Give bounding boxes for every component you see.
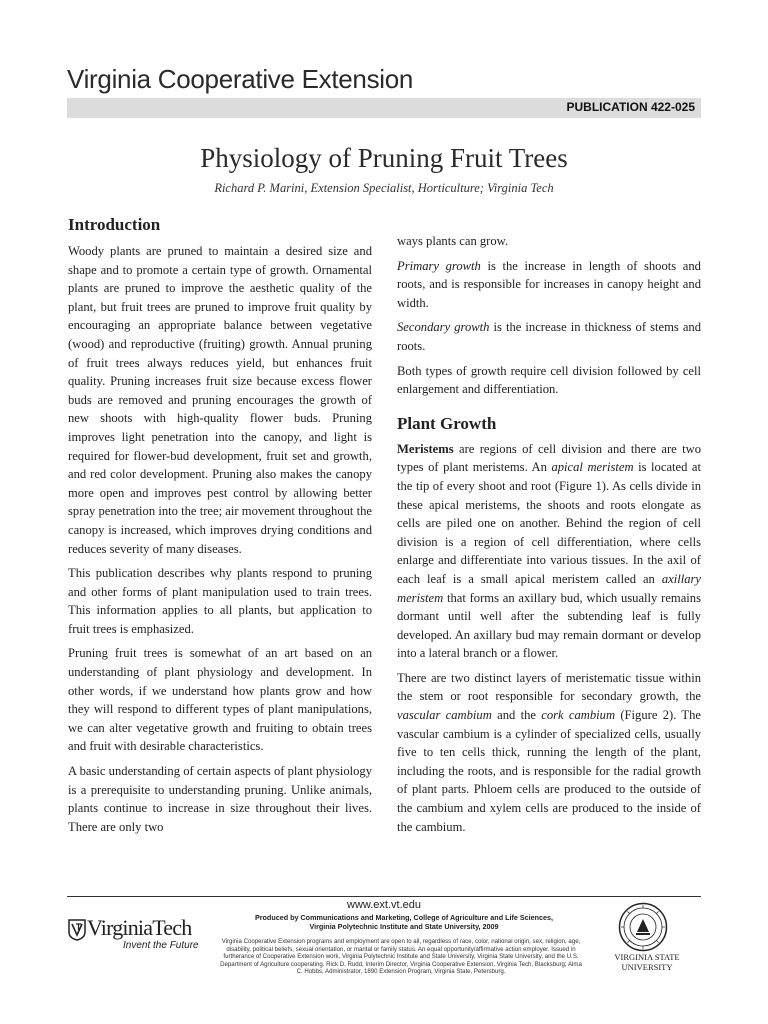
virginia-tech-logo	[67, 915, 217, 955]
secondary-growth-term: Secondary growth	[397, 320, 490, 335]
publication-number: PUBLICATION 422-025	[566, 100, 695, 114]
virginia-tech-wordmark: VirginiaTech	[87, 915, 192, 940]
intro-paragraph-4: A basic understanding of certain aspects of plant physiology is a prerequisite to understanding pruning. Unlike animals, plants continue to increase in size throughout their lives. There are only two	[68, 764, 372, 834]
intro-paragraph-1: Woody plants are pruned to maintain a desired size and shape and to promote a certain type of growth. Ornamental plants are pruned to improve the aesthetic quality of the plant, but fruit trees are pruned to improve fruit quality by encouraging an appropriate balance between vegetative (wood) and reproductive (fruiting) growth. Annual pruning of fruit trees always reduces yield, but enhances fruit quality. Pruning increases fruit size because excess flower buds are removed and pruning encourages the growth of new shoots with high-quality flower buds. Pruning improves light penetration into the canopy, and light is required for flower-bud development, fruit set and growth, and red color development. Pruning also makes the canopy more open and improves pest control by allowing better spray penetration into the tree; air movement throughout the canopy is increased, which improves drying conditions and reduces severity of many diseases.	[68, 244, 372, 556]
apical-meristem-term: apical meristem	[551, 460, 634, 475]
virginia-tech-logo-icon	[67, 919, 87, 941]
secondary-growth-paragraph	[397, 318, 701, 355]
axillary-meristem-term: axillary meristem	[397, 571, 701, 605]
cork-cambium-term: cork cambium	[541, 708, 616, 723]
vsu-seal-icon	[618, 902, 668, 952]
author-byline: Richard P. Marini, Extension Specialist, Horticulture; Virginia Tech	[214, 181, 554, 195]
vascular-cambium-term: vascular cambium	[397, 708, 492, 723]
continued-paragraph: ways plants can grow.	[397, 234, 509, 248]
footer-produced-by	[228, 913, 580, 931]
left-column	[68, 214, 372, 842]
meristems-text-c: that forms an axillary bud, which usually remains dormant until well after the subtending leaf is fully developed. An axillary bud may remain dormant or develop into a lateral branch or a flower.	[397, 590, 701, 661]
intro-paragraph-3: Pruning fruit trees is somewhat of an art based on an understanding of plant physiology and development. In other words, if we understand how plants grow and how they will respond to different types of plant manipulations, we can alter vegetative growth and fruiting to obtain trees and fruit with desirable characteristics.	[68, 646, 372, 754]
footer-url[interactable]: www.ext.vt.edu	[347, 899, 421, 911]
meristems-text-b: is located at the tip of every shoot and root (Figure 1). As cells divide in these apical meristems, the shoots and roots elongate as cells are piled one on another. Behind the region of cell division is a region of cell differentiation, where cells enlarge and differentiate into various tissues. In the axil of each leaf is a small apical meristem called an	[397, 460, 702, 586]
virginia-tech-tagline: Invent the Future	[123, 940, 199, 951]
virginia-state-university-name: VIRGINIA STATE UNIVERSITY	[614, 952, 680, 972]
primary-growth-paragraph	[397, 257, 701, 313]
meristems-term: Meristems	[397, 441, 454, 456]
introduction-heading: Introduction	[68, 215, 161, 234]
right-column	[397, 232, 701, 842]
footer-disclaimer: Virginia Cooperative Extension programs and employment are open to all, regardless of race, color, national origin, sex, religion, age, disability, political beliefs, sexual orientation, or marital or family status. An equal opportunity/affirmative action employer. Issued in furtherance of Cooperative Extension work, Virginia Polytechnic Institute and State University, Virginia State University, and the U.S. Department of Agriculture cooperating. Rick D. Rudd, Interim Director, Virginia Cooperative Extension, Virginia Tech, Blacksburg; Alma C. Hobbs, Administrator, 1890 Extension Program, Virginia State, Petersburg.	[220, 938, 582, 976]
footer-divider	[67, 896, 701, 897]
layers-text-a: There are two distinct layers of meristematic tissue within the stem or root responsible for secondary growth, the	[397, 670, 701, 704]
layers-and: and the	[491, 708, 542, 723]
primary-growth-term: Primary growth	[397, 258, 481, 273]
plant-growth-heading: Plant Growth	[397, 413, 497, 433]
primary-growth-text: is the increase in length of shoots and roots, and is responsible for increases in canopy height and width.	[397, 258, 701, 310]
publication-bar	[67, 98, 701, 118]
meristems-paragraph	[397, 440, 701, 663]
intro-paragraph-2: This publication describes why plants respond to pruning and other forms of plant manipulation used to train trees. This information applies to all plants, but application to fruit trees is emphasized.	[68, 566, 372, 636]
layers-text-b: (Figure 2). The vascular cambium is a cylinder of specialized cells, usually five to ten cells thick, running the length of the plant, including the roots, and is responsible for the radial growth of plant parts. Phloem cells are produced to the outside of the cambium and xylem cells are produced to the inside of the cambium.	[397, 708, 701, 834]
meristems-text-a: are regions of cell division and there are two types of plant meristems. An	[397, 441, 701, 475]
secondary-growth-text: is the increase in thickness of stems and roots.	[397, 320, 702, 353]
document-title: Physiology of Pruning Fruit Trees	[200, 143, 568, 173]
produced-line-2: Virginia Polytechnic Institute and State University, 2009	[309, 922, 499, 931]
meristematic-layers-paragraph	[397, 669, 701, 836]
both-growth-paragraph: Both types of growth require cell division followed by cell enlargement and differentiation.	[397, 363, 701, 397]
org-title: Virginia Cooperative Extension	[67, 64, 414, 94]
produced-line-1: Produced by Communications and Marketing, College of Agriculture and Life Sciences,	[254, 913, 554, 922]
